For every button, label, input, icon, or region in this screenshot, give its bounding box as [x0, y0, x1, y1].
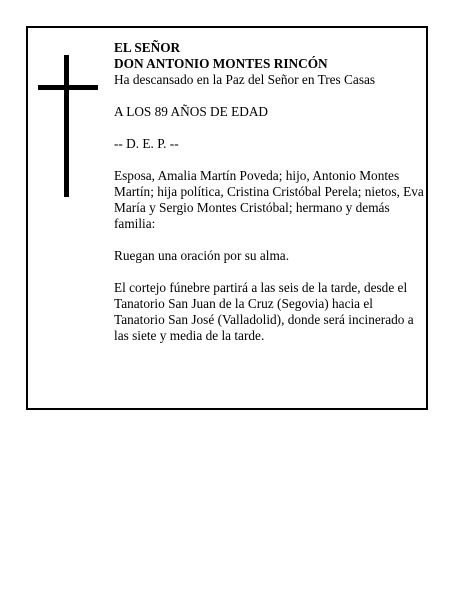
cross-horizontal-bar — [38, 85, 98, 90]
prayer-line: Ruegan una oración por su alma. — [114, 248, 290, 263]
age-line: A LOS 89 AÑOS DE EDAD — [114, 104, 269, 119]
cross-vertical-bar — [64, 55, 69, 197]
deceased-title: EL SEÑOR — [114, 40, 181, 55]
death-announcement: Ha descansado en la Paz del Señor en Tres Casas — [114, 72, 376, 87]
family-paragraph: Esposa, Amalia Martín Poveda; hijo, Antonio Montes Martín; hija política, Cristina Cristóbal Perela; nietos, Eva María y Sergio Montes Cristóbal; hermano y demás familia: — [114, 168, 424, 231]
obituary-card — [26, 26, 428, 410]
cross-icon — [38, 55, 98, 197]
rip-line: -- D. E. P. -- — [114, 136, 179, 151]
funeral-paragraph: El cortejo fúnebre partirá a las seis de la tarde, desde el Tanatorio San Juan de la Cruz (Segovia) hacia el Tanatorio San José (Valladolid), donde será incinerado a las siete y media de la tarde. — [114, 280, 414, 343]
obituary-text — [114, 40, 426, 344]
deceased-name: DON ANTONIO MONTES RINCÓN — [114, 56, 328, 71]
